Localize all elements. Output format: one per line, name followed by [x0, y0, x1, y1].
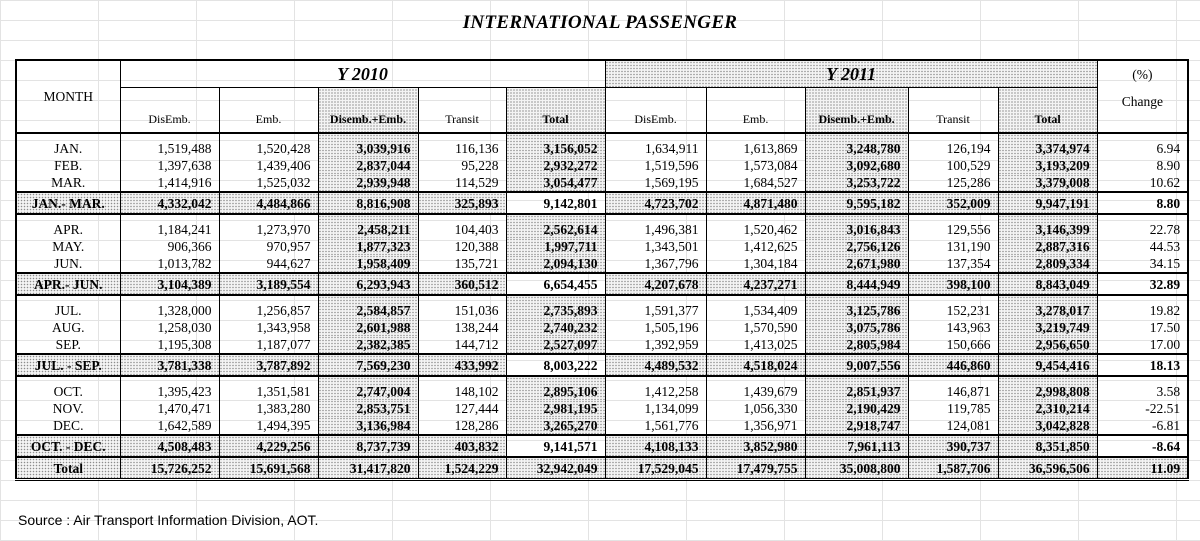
table-cell: 1,520,428	[219, 140, 318, 157]
table-cell: 125,286	[908, 174, 998, 192]
table-row	[16, 400, 1188, 417]
table-row	[16, 157, 1188, 174]
table-cell: 127,444	[418, 400, 506, 417]
table-cell: 4,332,042	[120, 192, 219, 214]
table-cell: 1,367,796	[605, 255, 706, 273]
table-row	[16, 174, 1188, 192]
table-cell: 6,293,943	[318, 273, 418, 295]
table-cell: 2,837,044	[318, 157, 418, 174]
table-cell: 3,781,338	[120, 354, 219, 376]
table-cell: 1,356,971	[706, 417, 805, 435]
table-cell: 9,454,416	[998, 354, 1097, 376]
table-cell: 18.13	[1097, 354, 1188, 376]
table-cell: 4,229,256	[219, 435, 318, 457]
table-cell: 138,244	[418, 319, 506, 336]
quarter-row	[16, 435, 1188, 457]
table-row	[16, 302, 1188, 319]
table-cell: 2,527,097	[506, 336, 605, 354]
table-row	[16, 221, 1188, 238]
table-cell: 2,939,948	[318, 174, 418, 192]
table-cell: 8,737,739	[318, 435, 418, 457]
table-cell: 8,444,949	[805, 273, 908, 295]
table-cell: 1,587,706	[908, 457, 998, 480]
table-cell: 325,893	[418, 192, 506, 214]
table-cell: 3,265,270	[506, 417, 605, 435]
table-cell: 17.00	[1097, 336, 1188, 354]
table-cell: 137,354	[908, 255, 998, 273]
table-cell: 17,479,755	[706, 457, 805, 480]
table-row	[16, 255, 1188, 273]
table-cell: 2,671,980	[805, 255, 908, 273]
table-cell: 3,248,780	[805, 140, 908, 157]
col-disemb-2010: DisEmb.	[120, 88, 219, 134]
table-cell: 1,439,406	[219, 157, 318, 174]
table-cell: 1,187,077	[219, 336, 318, 354]
table-cell: 8,003,222	[506, 354, 605, 376]
table-cell: 1,570,590	[706, 319, 805, 336]
table-cell: 1,591,377	[605, 302, 706, 319]
table-cell: 150,666	[908, 336, 998, 354]
col-disemb-2011: DisEmb.	[605, 88, 706, 134]
table-cell: 2,601,988	[318, 319, 418, 336]
table-cell: 1,997,711	[506, 238, 605, 255]
table-cell: 104,403	[418, 221, 506, 238]
table-cell: 970,957	[219, 238, 318, 255]
table-cell: 35,008,800	[805, 457, 908, 480]
table-cell: 2,740,232	[506, 319, 605, 336]
table-cell: 3,136,984	[318, 417, 418, 435]
table-cell: 4,207,678	[605, 273, 706, 295]
table-cell: 2,809,334	[998, 255, 1097, 273]
table-cell: 1,534,409	[706, 302, 805, 319]
table-cell: 129,556	[908, 221, 998, 238]
table-cell: 1,351,581	[219, 383, 318, 400]
table-cell: 19.82	[1097, 302, 1188, 319]
passenger-table	[15, 59, 1189, 481]
table-cell: 135,721	[418, 255, 506, 273]
table-cell: -6.81	[1097, 417, 1188, 435]
table-cell: 3,092,680	[805, 157, 908, 174]
source-note: Source : Air Transport Information Division, AOT.	[18, 512, 319, 528]
table-cell: 1,256,857	[219, 302, 318, 319]
table-cell: 1,134,099	[605, 400, 706, 417]
table-cell: 10.62	[1097, 174, 1188, 192]
table-cell: 1,520,462	[706, 221, 805, 238]
table-cell: 7,569,230	[318, 354, 418, 376]
table-cell: 9,142,801	[506, 192, 605, 214]
table-cell: 32.89	[1097, 273, 1188, 295]
table-cell: 1,392,959	[605, 336, 706, 354]
table-cell: 1,642,589	[120, 417, 219, 435]
pct-header: (%)	[1097, 60, 1188, 88]
table-cell: 1,573,084	[706, 157, 805, 174]
table-cell: 146,871	[908, 383, 998, 400]
quarter-row	[16, 192, 1188, 214]
table-cell: 11.09	[1097, 457, 1188, 480]
month-label: JAN.- MAR.	[16, 192, 120, 214]
table-cell: 15,691,568	[219, 457, 318, 480]
table-cell: 152,231	[908, 302, 998, 319]
table-cell: 116,136	[418, 140, 506, 157]
table-cell: 2,932,272	[506, 157, 605, 174]
table-cell: 4,871,480	[706, 192, 805, 214]
table-cell: 3,852,980	[706, 435, 805, 457]
total-row	[16, 457, 1188, 480]
page-title: INTERNATIONAL PASSENGER	[462, 12, 738, 33]
table-cell: 9,947,191	[998, 192, 1097, 214]
table-cell: 4,237,271	[706, 273, 805, 295]
table-cell: 144,712	[418, 336, 506, 354]
table-cell: -22.51	[1097, 400, 1188, 417]
table-cell: 3,278,017	[998, 302, 1097, 319]
month-label: NOV.	[16, 400, 120, 417]
table-cell: 2,735,893	[506, 302, 605, 319]
table-cell: 3.58	[1097, 383, 1188, 400]
table-cell: 906,366	[120, 238, 219, 255]
table-cell: 4,723,702	[605, 192, 706, 214]
table-cell: 446,860	[908, 354, 998, 376]
table-cell: 126,194	[908, 140, 998, 157]
table-cell: 1,412,625	[706, 238, 805, 255]
table-cell: 3,039,916	[318, 140, 418, 157]
month-label: APR.	[16, 221, 120, 238]
table-cell: 114,529	[418, 174, 506, 192]
table-cell: 1,013,782	[120, 255, 219, 273]
month-label: JUN.	[16, 255, 120, 273]
table-cell: 3,253,722	[805, 174, 908, 192]
table-cell: 128,286	[418, 417, 506, 435]
month-label: APR.- JUN.	[16, 273, 120, 295]
month-header: MONTH	[16, 60, 120, 133]
table-cell: 2,382,385	[318, 336, 418, 354]
table-cell: 8,843,049	[998, 273, 1097, 295]
col-emb-2010: Emb.	[219, 88, 318, 134]
table-cell: 31,417,820	[318, 457, 418, 480]
row-spacer	[16, 295, 1188, 302]
table-cell: 100,529	[908, 157, 998, 174]
table-cell: 1,195,308	[120, 336, 219, 354]
table-cell: 1,505,196	[605, 319, 706, 336]
table-cell: 119,785	[908, 400, 998, 417]
table-cell: 3,787,892	[219, 354, 318, 376]
table-cell: 2,094,130	[506, 255, 605, 273]
month-label: AUG.	[16, 319, 120, 336]
table-cell: 1,343,958	[219, 319, 318, 336]
table-cell: 1,383,280	[219, 400, 318, 417]
table-cell: 36,596,506	[998, 457, 1097, 480]
table-cell: -8.64	[1097, 435, 1188, 457]
month-label: JUL.	[16, 302, 120, 319]
table-cell: 944,627	[219, 255, 318, 273]
table-cell: 1,414,916	[120, 174, 219, 192]
table-cell: 3,104,389	[120, 273, 219, 295]
table-cell: 1,494,395	[219, 417, 318, 435]
table-cell: 3,219,749	[998, 319, 1097, 336]
table-cell: 1,877,323	[318, 238, 418, 255]
table-cell: 3,193,209	[998, 157, 1097, 174]
col-total-2010: Total	[506, 88, 605, 134]
month-label: MAR.	[16, 174, 120, 192]
row-spacer	[16, 376, 1188, 383]
table-cell: 1,525,032	[219, 174, 318, 192]
table-cell: 6.94	[1097, 140, 1188, 157]
table-cell: 390,737	[908, 435, 998, 457]
table-cell: 1,184,241	[120, 221, 219, 238]
table-cell: 2,956,650	[998, 336, 1097, 354]
table-cell: 2,458,211	[318, 221, 418, 238]
table-cell: 1,343,501	[605, 238, 706, 255]
table-cell: 1,395,423	[120, 383, 219, 400]
table-cell: 1,397,638	[120, 157, 219, 174]
table-cell: 8,351,850	[998, 435, 1097, 457]
table-cell: 3,054,477	[506, 174, 605, 192]
table-cell: 1,056,330	[706, 400, 805, 417]
col-emb-2011: Emb.	[706, 88, 805, 134]
table-cell: 4,484,866	[219, 192, 318, 214]
table-cell: 2,918,747	[805, 417, 908, 435]
table-cell: 3,125,786	[805, 302, 908, 319]
table-cell: 2,998,808	[998, 383, 1097, 400]
table-cell: 1,519,596	[605, 157, 706, 174]
table-cell: 1,412,258	[605, 383, 706, 400]
month-label: OCT.	[16, 383, 120, 400]
table-cell: 1,524,229	[418, 457, 506, 480]
table-cell: 2,895,106	[506, 383, 605, 400]
year-2011-header: Y 2011	[605, 60, 1097, 88]
col-transit-2010: Transit	[418, 88, 506, 134]
table-cell: 2,562,614	[506, 221, 605, 238]
month-label: FEB.	[16, 157, 120, 174]
table-cell: 9,007,556	[805, 354, 908, 376]
table-cell: 1,613,869	[706, 140, 805, 157]
table-cell: 1,304,184	[706, 255, 805, 273]
table-cell: 1,958,409	[318, 255, 418, 273]
table-cell: 4,489,532	[605, 354, 706, 376]
month-label: Total	[16, 457, 120, 480]
month-label: JUL. - SEP.	[16, 354, 120, 376]
col-total-2011: Total	[998, 88, 1097, 134]
table-cell: 2,805,984	[805, 336, 908, 354]
table-row	[16, 417, 1188, 435]
table-cell: 3,042,828	[998, 417, 1097, 435]
quarter-row	[16, 273, 1188, 295]
table-cell: 2,747,004	[318, 383, 418, 400]
table-row	[16, 140, 1188, 157]
table-cell: 3,374,974	[998, 140, 1097, 157]
table-cell: 131,190	[908, 238, 998, 255]
table-cell: 6,654,455	[506, 273, 605, 295]
table-cell: 95,228	[418, 157, 506, 174]
table-cell: 4,108,133	[605, 435, 706, 457]
table-cell: 32,942,049	[506, 457, 605, 480]
table-cell: 3,075,786	[805, 319, 908, 336]
table-cell: 2,584,857	[318, 302, 418, 319]
table-cell: 2,756,126	[805, 238, 908, 255]
month-label: JAN.	[16, 140, 120, 157]
table-cell: 151,036	[418, 302, 506, 319]
table-cell: 1,273,970	[219, 221, 318, 238]
year-2010-header: Y 2010	[120, 60, 605, 88]
table-cell: 2,310,214	[998, 400, 1097, 417]
table-cell: 17,529,045	[605, 457, 706, 480]
table-cell: 1,634,911	[605, 140, 706, 157]
table-row	[16, 319, 1188, 336]
table-cell: 3,156,052	[506, 140, 605, 157]
table-cell: 2,887,316	[998, 238, 1097, 255]
table-cell: 4,518,024	[706, 354, 805, 376]
table-cell: 8.80	[1097, 192, 1188, 214]
table-cell: 3,379,008	[998, 174, 1097, 192]
month-label: SEP.	[16, 336, 120, 354]
table-row	[16, 383, 1188, 400]
table-cell: 124,081	[908, 417, 998, 435]
month-label: DEC.	[16, 417, 120, 435]
table-cell: 3,189,554	[219, 273, 318, 295]
table-cell: 1,258,030	[120, 319, 219, 336]
table-cell: 143,963	[908, 319, 998, 336]
table-row	[16, 336, 1188, 354]
table-cell: 148,102	[418, 383, 506, 400]
table-cell: 9,141,571	[506, 435, 605, 457]
table-cell: 17.50	[1097, 319, 1188, 336]
table-cell: 352,009	[908, 192, 998, 214]
col-disemb-emb-2010: Disemb.+Emb.	[318, 88, 418, 134]
table-cell: 9,595,182	[805, 192, 908, 214]
table-cell: 8,816,908	[318, 192, 418, 214]
month-label: MAY.	[16, 238, 120, 255]
table-cell: 1,470,471	[120, 400, 219, 417]
table-cell: 34.15	[1097, 255, 1188, 273]
quarter-row	[16, 354, 1188, 376]
table-cell: 120,388	[418, 238, 506, 255]
table-cell: 44.53	[1097, 238, 1188, 255]
table-cell: 2,190,429	[805, 400, 908, 417]
table-cell: 2,853,751	[318, 400, 418, 417]
table-cell: 8.90	[1097, 157, 1188, 174]
table-cell: 2,851,937	[805, 383, 908, 400]
month-label: OCT. - DEC.	[16, 435, 120, 457]
table-cell: 2,981,195	[506, 400, 605, 417]
table-cell: 360,512	[418, 273, 506, 295]
table-cell: 15,726,252	[120, 457, 219, 480]
table-cell: 1,519,488	[120, 140, 219, 157]
table-cell: 1,496,381	[605, 221, 706, 238]
table-cell: 1,413,025	[706, 336, 805, 354]
table-cell: 22.78	[1097, 221, 1188, 238]
table-cell: 1,561,776	[605, 417, 706, 435]
table-cell: 4,508,483	[120, 435, 219, 457]
col-transit-2011: Transit	[908, 88, 998, 134]
table-cell: 3,016,843	[805, 221, 908, 238]
table-row	[16, 238, 1188, 255]
table-cell: 1,439,679	[706, 383, 805, 400]
row-spacer	[16, 214, 1188, 221]
change-header: Change	[1097, 88, 1188, 134]
table-cell: 433,992	[418, 354, 506, 376]
table-cell: 3,146,399	[998, 221, 1097, 238]
table-cell: 403,832	[418, 435, 506, 457]
table-cell: 1,684,527	[706, 174, 805, 192]
table-cell: 398,100	[908, 273, 998, 295]
table-cell: 7,961,113	[805, 435, 908, 457]
table-cell: 1,328,000	[120, 302, 219, 319]
table-cell: 1,569,195	[605, 174, 706, 192]
row-spacer	[16, 133, 1188, 140]
col-disemb-emb-2011: Disemb.+Emb.	[805, 88, 908, 134]
